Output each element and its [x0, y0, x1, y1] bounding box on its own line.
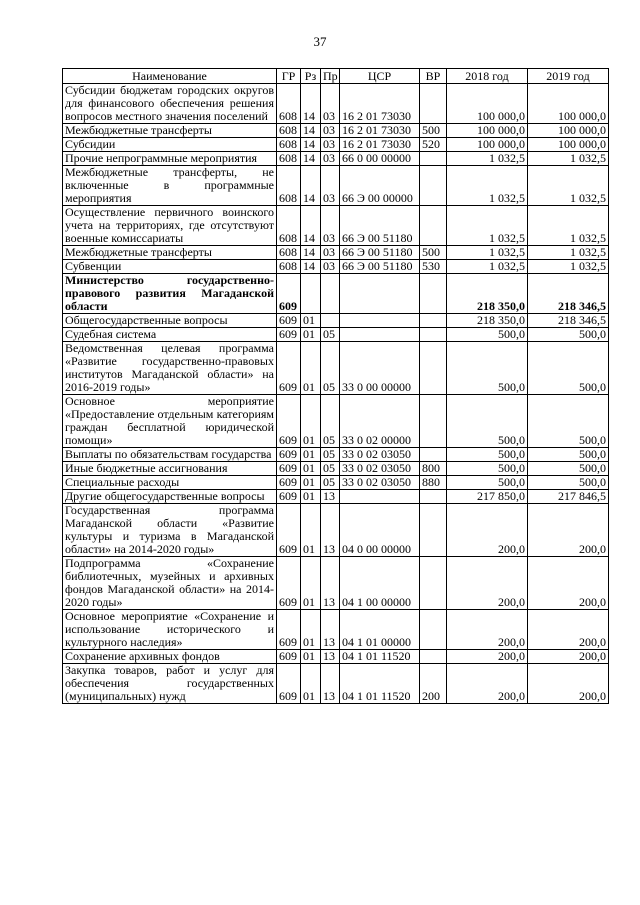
cell-pr: 03: [321, 166, 340, 206]
cell-vr: [420, 395, 447, 448]
cell-rz: 01: [301, 664, 321, 704]
cell-2019: 218 346,5: [528, 314, 609, 328]
cell-gr: 608: [277, 166, 301, 206]
cell-vr: [420, 152, 447, 166]
cell-vr: [420, 84, 447, 124]
cell-vr: [420, 328, 447, 342]
cell-2019: 1 032,5: [528, 246, 609, 260]
page-number: 37: [313, 34, 327, 49]
table-row: [63, 557, 609, 610]
cell-csr: 04 1 01 00000: [340, 610, 420, 650]
table-row: [63, 462, 609, 476]
table-header-row: [63, 69, 609, 84]
cell-2018: 100 000,0: [447, 138, 528, 152]
table-row: [63, 260, 609, 274]
cell-name: Иные бюджетные ассигнования: [63, 462, 277, 476]
cell-pr: 05: [321, 462, 340, 476]
cell-csr: [340, 274, 420, 314]
cell-2019: 100 000,0: [528, 124, 609, 138]
table-row: [63, 124, 609, 138]
cell-name: Закупка товаров, работ и услуг для обеспечения государственных (муниципальных) нужд: [63, 664, 277, 704]
cell-name: Субсидии: [63, 138, 277, 152]
cell-gr: 609: [277, 328, 301, 342]
cell-gr: 609: [277, 314, 301, 328]
table-row: [63, 650, 609, 664]
cell-name: Осуществление первичного воинского учета на территориях, где отсутствуют военные комиссариаты: [63, 206, 277, 246]
cell-2018: 1 032,5: [447, 246, 528, 260]
cell-vr: [420, 610, 447, 650]
cell-pr: 05: [321, 448, 340, 462]
cell-2019: 1 032,5: [528, 260, 609, 274]
cell-2019: 1 032,5: [528, 152, 609, 166]
table-row: [63, 476, 609, 490]
cell-name: Специальные расходы: [63, 476, 277, 490]
cell-gr: 608: [277, 124, 301, 138]
cell-pr: 03: [321, 84, 340, 124]
cell-vr: 520: [420, 138, 447, 152]
header-pr: Пр: [321, 69, 340, 84]
cell-2019: 1 032,5: [528, 206, 609, 246]
cell-vr: 800: [420, 462, 447, 476]
cell-2019: 200,0: [528, 650, 609, 664]
table-row: [63, 490, 609, 504]
cell-2018: 500,0: [447, 448, 528, 462]
cell-name: Межбюджетные трансферты: [63, 246, 277, 260]
cell-2019: 200,0: [528, 504, 609, 557]
cell-pr: 03: [321, 246, 340, 260]
cell-name: Подпрограмма «Сохранение библиотечных, музейных и архивных фондов Магаданской области» на 2014-2020 годы»: [63, 557, 277, 610]
cell-2019: 1 032,5: [528, 166, 609, 206]
cell-rz: 01: [301, 462, 321, 476]
cell-csr: [340, 328, 420, 342]
cell-name: Судебная система: [63, 328, 277, 342]
header-csr: ЦСР: [340, 69, 420, 84]
cell-rz: 14: [301, 84, 321, 124]
cell-2018: 100 000,0: [447, 84, 528, 124]
cell-name: Межбюджетные трансферты: [63, 124, 277, 138]
cell-vr: 530: [420, 260, 447, 274]
cell-gr: 609: [277, 476, 301, 490]
cell-name: Межбюджетные трансферты, не включенные в программные мероприятия: [63, 166, 277, 206]
cell-rz: 14: [301, 124, 321, 138]
cell-2019: 100 000,0: [528, 84, 609, 124]
header-2018: 2018 год: [447, 69, 528, 84]
cell-2018: 500,0: [447, 328, 528, 342]
cell-rz: 14: [301, 260, 321, 274]
cell-csr: 33 0 02 03050: [340, 462, 420, 476]
table-row: [63, 314, 609, 328]
cell-gr: 608: [277, 260, 301, 274]
cell-gr: 609: [277, 274, 301, 314]
cell-2019: 500,0: [528, 395, 609, 448]
cell-2018: 200,0: [447, 650, 528, 664]
table-row: [63, 504, 609, 557]
cell-csr: 04 1 00 00000: [340, 557, 420, 610]
cell-rz: 14: [301, 206, 321, 246]
cell-name: Сохранение архивных фондов: [63, 650, 277, 664]
table-row: [63, 84, 609, 124]
cell-2019: 500,0: [528, 328, 609, 342]
cell-2019: 500,0: [528, 342, 609, 395]
cell-gr: 608: [277, 152, 301, 166]
cell-csr: 33 0 02 00000: [340, 395, 420, 448]
header-vr: ВР: [420, 69, 447, 84]
budget-table: [62, 68, 609, 704]
cell-rz: 01: [301, 490, 321, 504]
cell-rz: [301, 274, 321, 314]
cell-2018: 1 032,5: [447, 206, 528, 246]
cell-name: Общегосударственные вопросы: [63, 314, 277, 328]
cell-name: Основное мероприятие «Сохранение и использование исторического и культурного наследия»: [63, 610, 277, 650]
cell-name: Министерство государственно-правового развития Магаданской области: [63, 274, 277, 314]
cell-vr: [420, 557, 447, 610]
cell-gr: 609: [277, 342, 301, 395]
cell-vr: 500: [420, 246, 447, 260]
cell-vr: [420, 274, 447, 314]
cell-gr: 609: [277, 395, 301, 448]
table-row: [63, 166, 609, 206]
cell-vr: 880: [420, 476, 447, 490]
cell-gr: 608: [277, 246, 301, 260]
cell-pr: [321, 314, 340, 328]
header-rz: Рз: [301, 69, 321, 84]
header-gr: ГР: [277, 69, 301, 84]
cell-2018: 1 032,5: [447, 166, 528, 206]
cell-2018: 500,0: [447, 342, 528, 395]
cell-csr: 33 0 02 03050: [340, 448, 420, 462]
cell-2018: 217 850,0: [447, 490, 528, 504]
cell-rz: 01: [301, 395, 321, 448]
table-row: [63, 448, 609, 462]
cell-2018: 500,0: [447, 395, 528, 448]
cell-pr: 13: [321, 490, 340, 504]
cell-csr: 04 0 00 00000: [340, 504, 420, 557]
cell-vr: [420, 342, 447, 395]
cell-csr: 16 2 01 73030: [340, 84, 420, 124]
cell-name: Субвенции: [63, 260, 277, 274]
cell-csr: 04 1 01 11520: [340, 650, 420, 664]
cell-2019: 500,0: [528, 462, 609, 476]
cell-rz: 14: [301, 166, 321, 206]
cell-vr: [420, 504, 447, 557]
cell-csr: 16 2 01 73030: [340, 138, 420, 152]
cell-csr: 33 0 02 03050: [340, 476, 420, 490]
cell-vr: [420, 314, 447, 328]
cell-pr: 13: [321, 557, 340, 610]
cell-2019: 218 346,5: [528, 274, 609, 314]
cell-2018: 1 032,5: [447, 152, 528, 166]
cell-name: Основное мероприятие «Предоставление отдельным категориям граждан бесплатной юридической помощи»: [63, 395, 277, 448]
cell-rz: 01: [301, 610, 321, 650]
cell-rz: 01: [301, 342, 321, 395]
cell-rz: 01: [301, 448, 321, 462]
table-row: [63, 395, 609, 448]
cell-csr: 66 Э 00 51180: [340, 260, 420, 274]
cell-pr: 03: [321, 152, 340, 166]
cell-pr: 03: [321, 206, 340, 246]
cell-csr: 66 0 00 00000: [340, 152, 420, 166]
table-row: [63, 138, 609, 152]
cell-2018: 1 032,5: [447, 260, 528, 274]
cell-vr: 500: [420, 124, 447, 138]
cell-gr: 609: [277, 448, 301, 462]
cell-2018: 500,0: [447, 476, 528, 490]
cell-2019: 100 000,0: [528, 138, 609, 152]
cell-pr: 03: [321, 260, 340, 274]
cell-name: Субсидии бюджетам городских округов для финансового обеспечения решения вопросов местного значения поселений: [63, 84, 277, 124]
cell-csr: 33 0 00 00000: [340, 342, 420, 395]
table-row: [63, 152, 609, 166]
cell-gr: 608: [277, 84, 301, 124]
cell-pr: [321, 274, 340, 314]
table-row: [63, 342, 609, 395]
cell-pr: 13: [321, 664, 340, 704]
cell-gr: 609: [277, 462, 301, 476]
header-2019: 2019 год: [528, 69, 609, 84]
table-row: [63, 610, 609, 650]
cell-pr: 05: [321, 395, 340, 448]
cell-2019: 200,0: [528, 664, 609, 704]
cell-gr: 609: [277, 557, 301, 610]
cell-2018: 200,0: [447, 610, 528, 650]
cell-vr: [420, 490, 447, 504]
cell-gr: 609: [277, 490, 301, 504]
cell-gr: 609: [277, 664, 301, 704]
cell-pr: 03: [321, 138, 340, 152]
cell-vr: [420, 166, 447, 206]
cell-2019: 500,0: [528, 448, 609, 462]
cell-vr: [420, 650, 447, 664]
cell-2019: 500,0: [528, 476, 609, 490]
table-row: [63, 206, 609, 246]
cell-gr: 609: [277, 610, 301, 650]
cell-name: Государственная программа Магаданской области «Развитие культуры и туризма в Магаданской области» на 2014-2020 годы»: [63, 504, 277, 557]
cell-rz: 01: [301, 504, 321, 557]
cell-pr: 13: [321, 504, 340, 557]
cell-pr: 05: [321, 328, 340, 342]
cell-gr: 608: [277, 206, 301, 246]
cell-pr: 05: [321, 476, 340, 490]
table-row: [63, 664, 609, 704]
cell-csr: 66 Э 00 51180: [340, 246, 420, 260]
cell-2018: 200,0: [447, 557, 528, 610]
cell-2018: 200,0: [447, 664, 528, 704]
cell-gr: 609: [277, 650, 301, 664]
cell-csr: 66 Э 00 00000: [340, 166, 420, 206]
cell-2019: 217 846,5: [528, 490, 609, 504]
cell-rz: 01: [301, 557, 321, 610]
cell-2018: 218 350,0: [447, 314, 528, 328]
cell-name: Прочие непрограммные мероприятия: [63, 152, 277, 166]
cell-pr: 05: [321, 342, 340, 395]
cell-vr: [420, 206, 447, 246]
cell-csr: [340, 314, 420, 328]
cell-2019: 200,0: [528, 557, 609, 610]
cell-name: Выплаты по обязательствам государства: [63, 448, 277, 462]
cell-2018: 218 350,0: [447, 274, 528, 314]
cell-2019: 200,0: [528, 610, 609, 650]
cell-name: Другие общегосударственные вопросы: [63, 490, 277, 504]
cell-rz: 14: [301, 152, 321, 166]
cell-csr: 16 2 01 73030: [340, 124, 420, 138]
cell-rz: 01: [301, 476, 321, 490]
cell-gr: 608: [277, 138, 301, 152]
cell-gr: 609: [277, 504, 301, 557]
cell-2018: 100 000,0: [447, 124, 528, 138]
cell-vr: 200: [420, 664, 447, 704]
cell-rz: 14: [301, 246, 321, 260]
cell-rz: 01: [301, 328, 321, 342]
cell-name: Ведомственная целевая программа «Развитие государственно-правовых институтов Магаданской области» на 2016-2019 годы»: [63, 342, 277, 395]
cell-rz: 14: [301, 138, 321, 152]
cell-pr: 13: [321, 650, 340, 664]
cell-csr: 66 Э 00 51180: [340, 206, 420, 246]
cell-pr: 03: [321, 124, 340, 138]
cell-rz: 01: [301, 314, 321, 328]
cell-rz: 01: [301, 650, 321, 664]
table-row: [63, 246, 609, 260]
header-name: Наименование: [63, 69, 277, 84]
cell-2018: 500,0: [447, 462, 528, 476]
cell-vr: [420, 448, 447, 462]
cell-csr: 04 1 01 11520: [340, 664, 420, 704]
cell-2018: 200,0: [447, 504, 528, 557]
cell-csr: [340, 490, 420, 504]
cell-pr: 13: [321, 610, 340, 650]
table-row: [63, 274, 609, 314]
table-row: [63, 328, 609, 342]
